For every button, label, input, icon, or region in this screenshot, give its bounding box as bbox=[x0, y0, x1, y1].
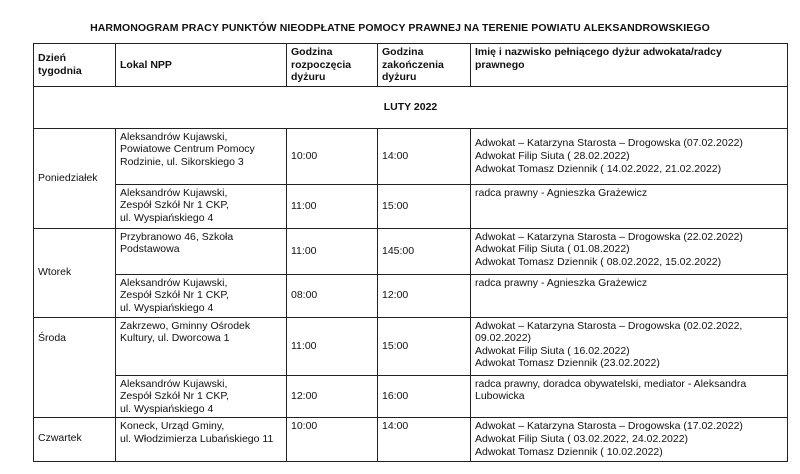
person-cell: radca prawny - Agnieszka Grażewicz bbox=[471, 274, 788, 317]
start-time: 11:00 bbox=[287, 317, 378, 375]
lokal-cell: Przybranowo 46, Szkoła Podstawowa bbox=[116, 228, 287, 274]
start-time: 10:00 bbox=[287, 128, 378, 184]
table-row bbox=[34, 184, 788, 228]
table-row bbox=[34, 228, 788, 274]
start-time: 08:00 bbox=[287, 274, 378, 317]
header-day: Dzień tygodnia bbox=[34, 44, 116, 87]
header-end: Godzina zakończenia dyżuru bbox=[378, 44, 471, 87]
person-cell: Adwokat – Katarzyna Starosta – Drogowska (02.02.2022, 09.02.2022) Adwokat Filip Siuta ( 16.02.2022) Adwokat Tomasz Dziennik (23.02.2022) bbox=[471, 317, 788, 375]
end-time: 145:00 bbox=[378, 228, 471, 274]
start-time: 11:00 bbox=[287, 184, 378, 228]
header-row bbox=[34, 44, 788, 87]
start-time: 12:00 bbox=[287, 375, 378, 418]
person-cell: Adwokat – Katarzyna Starosta – Drogowska (22.02.2022) Adwokat Filip Siuta ( 01.08.2022) Adwokat Tomasz Dziennik ( 08.02.2022, 15.02.2022) bbox=[471, 228, 788, 274]
lokal-cell: Aleksandrów Kujawski, Powiatowe Centrum Pomocy Rodzinie, ul. Sikorskiego 3 bbox=[116, 128, 287, 184]
schedule-table bbox=[33, 43, 788, 462]
day-monday: Poniedziałek bbox=[34, 128, 116, 228]
person-cell: Adwokat – Katarzyna Starosta – Drogowska (17.02.2022) Adwokat Filip Siuta ( 03.02.2022, 24.02.2022) Adwokat Tomasz Dziennik ( 10.02.2022) bbox=[471, 418, 788, 462]
document-title: HARMONOGRAM PRACY PUNKTÓW NIEODPŁATNE POMOCY PRAWNEJ NA TERENIE POWIATU ALEKSANDROWSKIEGO bbox=[90, 22, 710, 34]
header-person: Imię i nazwisko pełniącego dyżur adwokata/radcy prawnego bbox=[471, 44, 788, 87]
end-time: 14:00 bbox=[378, 418, 471, 462]
day-thursday: Czwartek bbox=[34, 418, 116, 462]
end-time: 15:00 bbox=[378, 317, 471, 375]
table-row bbox=[34, 274, 788, 317]
person-cell: radca prawny, doradca obywatelski, mediator - Aleksandra Lubowicka bbox=[471, 375, 788, 418]
table-row bbox=[34, 418, 788, 462]
month-row bbox=[34, 86, 788, 128]
person-cell: radca prawny - Agnieszka Grażewicz bbox=[471, 184, 788, 228]
start-time: 11:00 bbox=[287, 228, 378, 274]
lokal-cell: Aleksandrów Kujawski, Zespół Szkół Nr 1 CKP, ul. Wyspiańskiego 4 bbox=[116, 184, 287, 228]
day-tuesday: Wtorek bbox=[34, 228, 116, 317]
start-time: 10:00 bbox=[287, 418, 378, 462]
person-cell: Adwokat – Katarzyna Starosta – Drogowska (07.02.2022) Adwokat Filip Siuta ( 28.02.2022) Adwokat Tomasz Dziennik ( 14.02.2022, 21.02.2022) bbox=[471, 128, 788, 184]
table-row bbox=[34, 375, 788, 418]
end-time: 16:00 bbox=[378, 375, 471, 418]
table-row bbox=[34, 317, 788, 375]
end-time: 12:00 bbox=[378, 274, 471, 317]
end-time: 15:00 bbox=[378, 184, 471, 228]
month-label: LUTY 2022 bbox=[34, 86, 788, 128]
header-start: Godzina rozpoczęcia dyżuru bbox=[287, 44, 378, 87]
lokal-cell: Aleksandrów Kujawski, Zespół Szkół Nr 1 CKP, ul. Wyspiańskiego 4 bbox=[116, 375, 287, 418]
end-time: 14:00 bbox=[378, 128, 471, 184]
table-row bbox=[34, 128, 788, 184]
lokal-cell: Zakrzewo, Gminny Ośrodek Kultury, ul. Dworcowa 1 bbox=[116, 317, 287, 375]
header-lokal: Lokal NPP bbox=[116, 44, 287, 87]
day-wednesday: Środa bbox=[34, 317, 116, 418]
lokal-cell: Aleksandrów Kujawski, Zespół Szkół Nr 1 CKP, ul. Wyspiańskiego 4 bbox=[116, 274, 287, 317]
lokal-cell: Koneck, Urząd Gminy, ul. Włodzimierza Lubańskiego 11 bbox=[116, 418, 287, 462]
